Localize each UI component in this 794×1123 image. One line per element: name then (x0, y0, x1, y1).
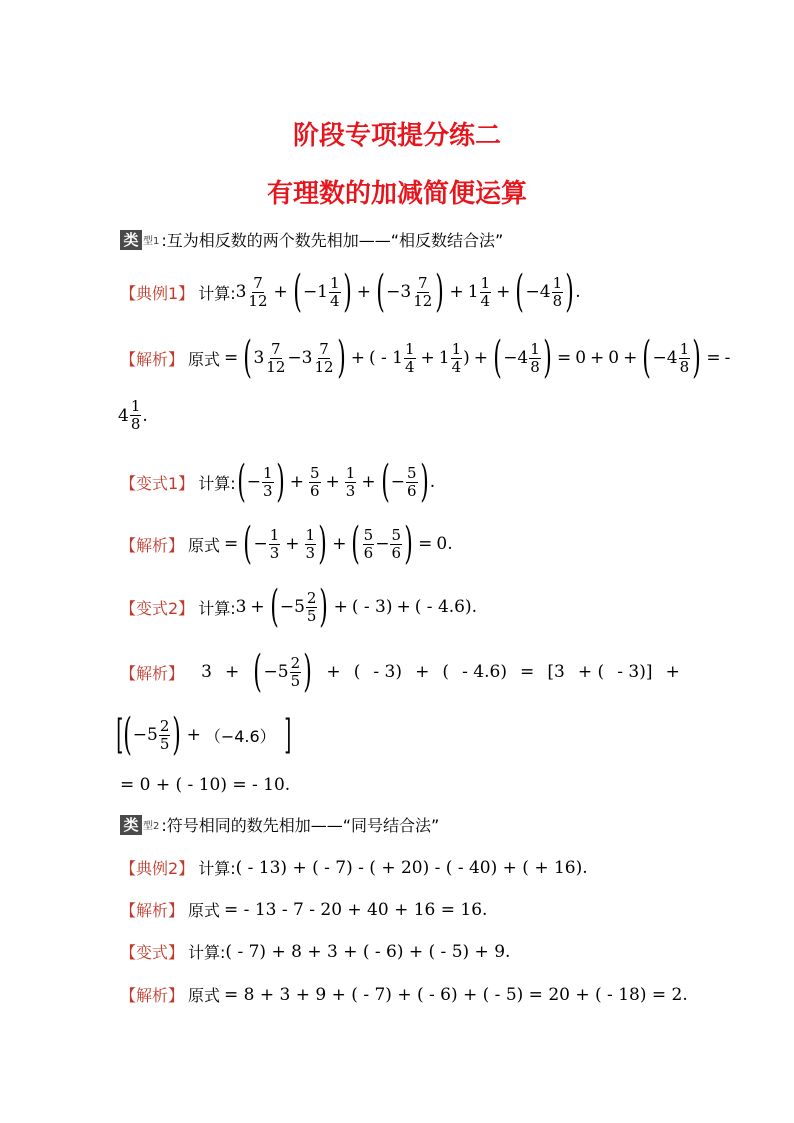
denominator: 8 (552, 291, 563, 310)
expression: ( - 13) + ( - 7) - ( + 20) - ( - 40) + ( + 16). (235, 857, 588, 878)
term: （−4.6） (204, 726, 276, 746)
example2-label: 【典例2】 (120, 859, 195, 878)
orig-label: 原式 (188, 986, 221, 1005)
result: 0. (436, 534, 453, 554)
term: 1 (438, 348, 450, 368)
term: −3 (386, 282, 412, 302)
variant-problem (120, 940, 510, 963)
term: - 3) (373, 662, 403, 682)
denominator: 6 (391, 543, 401, 562)
denominator: 8 (130, 415, 141, 433)
variant2-label: 【变式2】 (120, 598, 195, 618)
solution-label: 【解析】 (120, 663, 185, 683)
example1-solution: 【解析】 原式 = ( 3 $\frac{7}{12}$ −3 $\frac{7}{12}$ ) + ( - 1 $\frac{1}{4}$ + 1 $\frac{1}{4}$ ) + ( −4 $\frac{1}{8}$ ) = 0 + 0 + ( −4 $\frac{1}{8}$ ) = - (120, 332, 731, 383)
term: −4 (652, 348, 678, 368)
term: ( (353, 662, 361, 682)
numerator: 1 (530, 339, 540, 358)
variant2-solution-line3 (120, 775, 290, 795)
variant1-problem: 【变式1】 计算: ( − $\frac{1}{3}$ ) + $\frac{5}{6}$ + $\frac{1}{3}$ + ( − $\frac{5}{6}$ ) . (120, 456, 436, 507)
term: + ( (577, 662, 605, 682)
term: + (665, 662, 680, 682)
solution-label: 【解析】 (120, 986, 185, 1005)
expression: = 8 + 3 + 9 + ( - 7) + ( - 6) + ( - 5) = 20 + ( - 18) = 2. (224, 984, 688, 1005)
numerator: 1 (269, 525, 280, 544)
denominator: 12 (248, 291, 268, 310)
solution-label: 【解析】 (120, 901, 185, 920)
term: −5 (279, 597, 305, 617)
type2-header (120, 813, 439, 836)
denominator: 6 (407, 481, 417, 500)
numerator: 7 (319, 339, 329, 358)
term: −5 (263, 662, 289, 682)
denominator: 4 (404, 357, 415, 376)
variant-solution (120, 983, 688, 1006)
numerator: 1 (345, 463, 356, 482)
denominator: 12 (314, 357, 334, 376)
term: 3 (253, 348, 265, 368)
example1-problem: 【典例1】 计算: 3 $\frac{7}{12}$ + ( −1 $\frac{1}{4}$ ) + ( −3 $\frac{7}{12}$ ) + 1 $\frac{1}{4}$ + ( −4 $\frac{1}{8}$ ) . (120, 266, 581, 317)
term: −5 (132, 725, 158, 745)
denominator: 3 (263, 481, 273, 500)
term: 3 (235, 282, 247, 302)
term: ( - 4.6). (414, 597, 478, 617)
numerator: 7 (417, 273, 428, 292)
variant2-solution-line2: [ ( −5 $\frac{2}{5}$ ) + （−4.6） ] (116, 709, 291, 760)
example2-problem (120, 856, 588, 879)
expression: ( - 7) + 8 + 3 + ( - 6) + ( - 5) + 9. (225, 941, 511, 962)
denominator: 12 (266, 357, 286, 376)
denominator: 12 (413, 291, 433, 310)
orig-label: 原式 (188, 901, 221, 920)
numerator: 1 (305, 525, 316, 544)
term: 0 (608, 348, 620, 368)
denominator: 5 (159, 734, 170, 753)
numerator: 1 (552, 273, 563, 292)
calc-label: 计算: (198, 859, 236, 878)
example1-solution-tail: 4 $\frac{1}{8}$ . (118, 397, 148, 433)
variant1-solution: 【解析】 原式 = ( − $\frac{1}{3}$ + $\frac{1}{3}$ ) + ( $\frac{5}{6}$ − $\frac{5}{6}$ ) = 0. (120, 518, 453, 569)
result: = 0 + ( - 10) = - 10. (120, 775, 291, 795)
example2-solution (120, 898, 487, 921)
calc-label: 计算: (198, 283, 236, 303)
orig-label: 原式 (188, 349, 221, 369)
term: −1 (302, 282, 328, 302)
type1-header (120, 228, 503, 251)
denominator: 4 (330, 291, 340, 310)
denominator: 6 (309, 481, 320, 500)
term: ( - 1 (368, 348, 403, 368)
expression: = - 13 - 7 - 20 + 40 + 16 = 16. (224, 899, 488, 920)
denominator: 3 (345, 481, 356, 500)
numerator: 7 (253, 273, 263, 292)
calc-label: 计算: (188, 943, 226, 962)
term: 4 (118, 405, 129, 426)
term: 0 (575, 348, 587, 368)
page-title: 阶段专项提分练二 (292, 121, 501, 151)
term: −3 (287, 348, 313, 368)
denominator: 3 (305, 543, 316, 562)
term: 3 (235, 597, 247, 617)
term: - 4.6) (462, 662, 507, 682)
variant-label: 【变式】 (120, 943, 185, 962)
calc-label: 计算: (198, 598, 236, 618)
term: - 3)] (617, 662, 653, 682)
numerator: 1 (480, 273, 491, 292)
numerator: 7 (271, 339, 281, 358)
numerator: 1 (130, 397, 141, 415)
numerator: 1 (263, 463, 273, 482)
example1-label: 【典例1】 (120, 283, 195, 303)
denominator: 3 (269, 543, 280, 562)
type1-description: :互为相反数的两个数先相加——“相反数结合法” (161, 231, 504, 250)
type-badge: 类 (120, 230, 142, 250)
numerator: 5 (407, 463, 417, 482)
denominator: 4 (451, 357, 462, 376)
variant2-solution: 【解析】 3 + ( −5 $\frac{2}{5}$ ) + ( - 3) + ( - 4.6) = [3 + ( - 3)] + (120, 646, 680, 697)
type-number: 型2 (143, 821, 160, 832)
orig-label: 原式 (188, 535, 221, 555)
type-badge: 类 (120, 815, 142, 835)
term: [3 (547, 662, 565, 682)
numerator: 1 (330, 273, 340, 292)
calc-label: 计算: (198, 473, 236, 493)
denominator: 6 (363, 543, 374, 562)
numerator: 1 (451, 339, 462, 358)
denominator: 8 (679, 357, 690, 376)
variant2-problem: 【变式2】 计算: 3 + ( −5 $\frac{2}{5}$ ) + ( - 3) + ( - 4.6). (120, 581, 478, 632)
numerator: 2 (306, 588, 317, 607)
term: −4 (525, 282, 551, 302)
numerator: 1 (404, 339, 415, 358)
numerator: 1 (679, 339, 690, 358)
numerator: 2 (159, 716, 170, 735)
type-number: 型1 (143, 236, 160, 247)
term: - (724, 348, 731, 368)
numerator: 5 (309, 463, 320, 482)
variant1-label: 【变式1】 (120, 473, 195, 493)
term: 1 (467, 282, 479, 302)
term: ( (442, 662, 450, 682)
denominator: 4 (480, 291, 491, 310)
term: −4 (503, 348, 529, 368)
type2-description: :符号相同的数先相加——“同号结合法” (161, 816, 440, 835)
numerator: 5 (391, 525, 401, 544)
numerator: 5 (363, 525, 374, 544)
denominator: 5 (290, 671, 301, 690)
denominator: 8 (530, 357, 540, 376)
term: ( - 3) (351, 597, 393, 617)
denominator: 5 (306, 606, 317, 625)
solution-label: 【解析】 (120, 535, 185, 555)
page-subtitle: 有理数的加减简便运算 (266, 179, 527, 209)
solution-label: 【解析】 (120, 349, 185, 369)
numerator: 2 (290, 653, 301, 672)
term: 3 (201, 662, 212, 682)
